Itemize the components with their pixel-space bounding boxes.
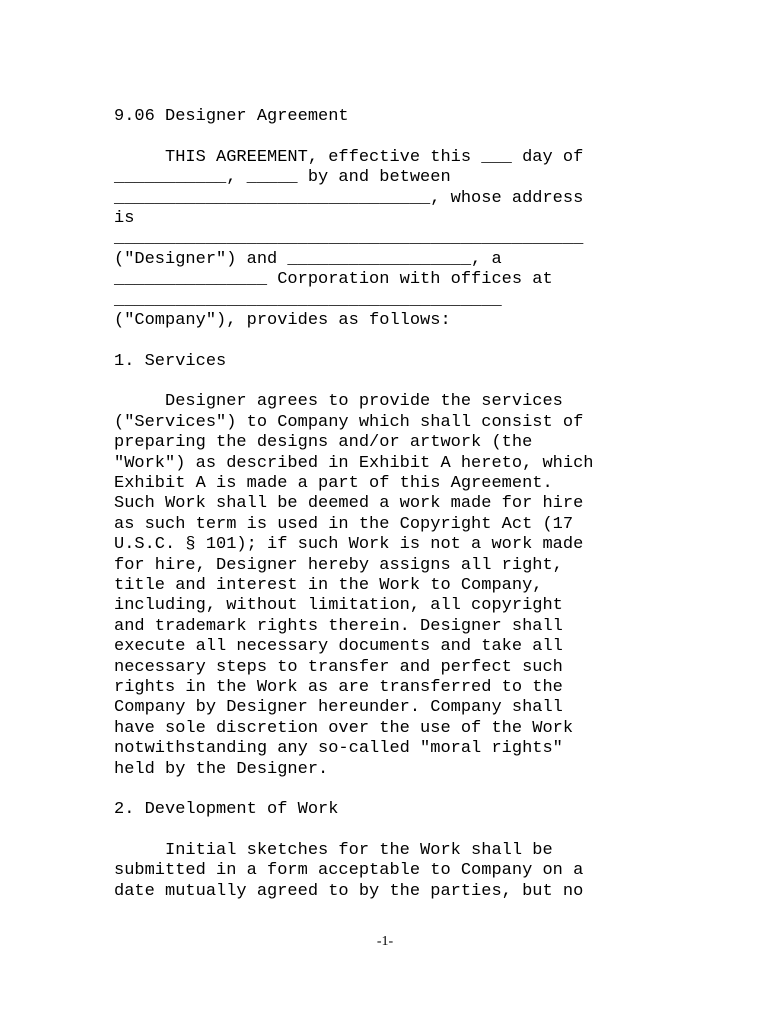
preamble-line: ______________________________________________ (114, 229, 584, 249)
preamble-line: ("Company"), provides as follows: (114, 310, 451, 330)
development-line: date mutually agreed to by the parties, but no (114, 881, 584, 901)
services-line: as such term is used in the Copyright Act (17 (114, 514, 574, 534)
services-line: execute all necessary documents and take all (114, 637, 563, 657)
preamble-line: ______________________________________ (114, 290, 502, 310)
services-line: notwithstanding any so-called "moral rights" (114, 739, 563, 759)
page-number: -1- (376, 934, 394, 949)
services-line: U.S.C. § 101); if such Work is not a work made (114, 535, 584, 555)
preamble-line: THIS AGREEMENT, effective this ___ day of (114, 147, 584, 167)
services-line: held by the Designer. (114, 759, 329, 779)
section-heading-block (114, 352, 674, 372)
services-line: and trademark rights therein. Designer shall (114, 616, 563, 636)
services-line: for hire, Designer hereby assigns all right, (114, 555, 563, 575)
section-heading-services: 1. Services (114, 351, 227, 371)
preamble-line: ___________, _____ by and between (114, 168, 451, 188)
services-line: including, without limitation, all copyright (114, 596, 563, 616)
preamble-line: _______________________________, whose address (114, 188, 584, 208)
services-line: have sole discretion over the use of the Work (114, 718, 574, 738)
section-heading-development: 2. Development of Work (114, 800, 339, 820)
services-line: Such Work shall be deemed a work made for hire (114, 494, 584, 514)
services-line: Company by Designer hereunder. Company shall (114, 698, 563, 718)
services-line: "Work") as described in Exhibit A hereto, which (114, 453, 594, 473)
services-line: Exhibit A is made a part of this Agreement. (114, 474, 553, 494)
preamble-line: ("Designer") and __________________, a (114, 249, 502, 269)
document-title-block (114, 107, 674, 127)
services-line: necessary steps to transfer and perfect such (114, 657, 563, 677)
development-line: Initial sketches for the Work shall be (114, 841, 553, 861)
services-line: title and interest in the Work to Company, (114, 575, 543, 595)
document-body (114, 107, 674, 923)
preamble-line: is (114, 208, 135, 228)
services-line: Designer agrees to provide the services (114, 392, 563, 412)
section-heading-block (114, 800, 674, 820)
preamble-line: _______________ Corporation with offices at (114, 270, 553, 290)
services-line: ("Services") to Company which shall consist of (114, 412, 584, 432)
services-line: preparing the designs and/or artwork (the (114, 433, 533, 453)
preamble-paragraph (114, 148, 674, 332)
services-line: rights in the Work as are transferred to the (114, 677, 563, 697)
document-title: 9.06 Designer Agreement (114, 107, 349, 126)
services-paragraph (114, 392, 674, 779)
development-line: submitted in a form acceptable to Company on a (114, 861, 584, 881)
development-paragraph (114, 841, 674, 902)
